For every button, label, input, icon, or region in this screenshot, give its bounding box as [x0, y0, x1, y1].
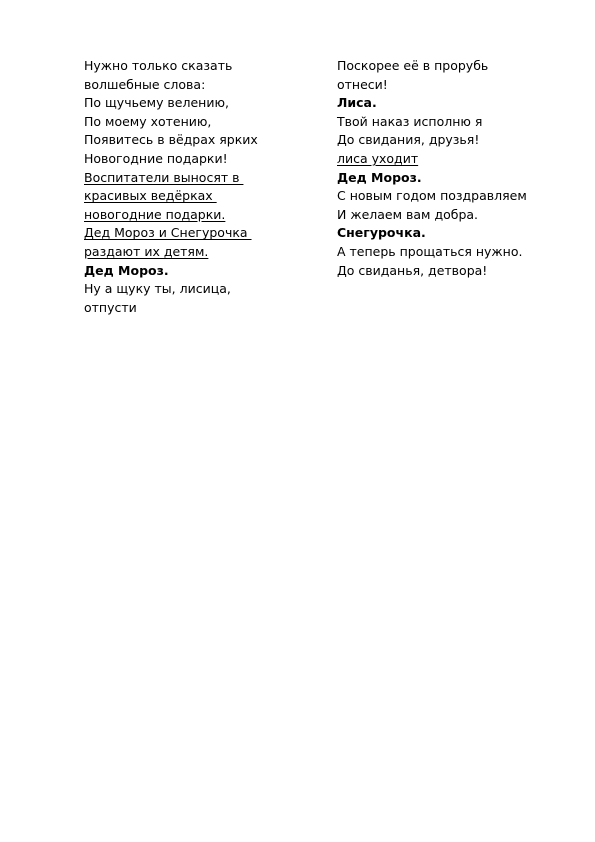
speaker-heading: Лиса.: [337, 95, 377, 111]
stage-direction-line: новогодние подарки.: [84, 206, 226, 222]
text-line: И желаем вам добра.: [337, 206, 479, 222]
stage-direction-line: красивых ведёрках: [84, 188, 217, 204]
stage-direction-line: Воспитатели выносят в: [84, 169, 244, 185]
stage-direction-line: Дед Мороз и Снегурочка: [84, 225, 252, 241]
text-line: До свидания, друзья!: [337, 132, 480, 148]
text-line: По щучьему велению,: [84, 95, 229, 111]
text-line: До свиданья, детвора!: [337, 262, 488, 278]
stage-direction-line: лиса уходит: [337, 150, 419, 166]
speaker-heading: Дед Мороз.: [337, 169, 422, 185]
text-line: Ну а щуку ты, лисица,: [84, 281, 231, 297]
text-line: Поскорее её в прорубь: [337, 58, 489, 73]
text-line: Нужно только сказать: [84, 58, 233, 73]
text-line: А теперь прощаться нужно.: [337, 243, 523, 259]
text-line: Появитесь в вёдрах ярких: [84, 132, 258, 148]
text-line: отнеси!: [337, 76, 388, 92]
stage-direction-line: раздают их детям.: [84, 243, 209, 259]
speaker-heading: Снегурочка.: [337, 225, 426, 241]
text-line: С новым годом поздравляем: [337, 188, 527, 204]
left-column: [84, 57, 294, 317]
text-line: Новогодние подарки!: [84, 150, 228, 166]
speaker-heading: Дед Мороз.: [84, 262, 169, 278]
right-column: [337, 57, 577, 280]
text-line: волшебные слова:: [84, 76, 206, 92]
text-line: отпусти: [84, 299, 137, 315]
text-line: По моему хотению,: [84, 113, 212, 129]
text-line: Твой наказ исполню я: [337, 113, 483, 129]
